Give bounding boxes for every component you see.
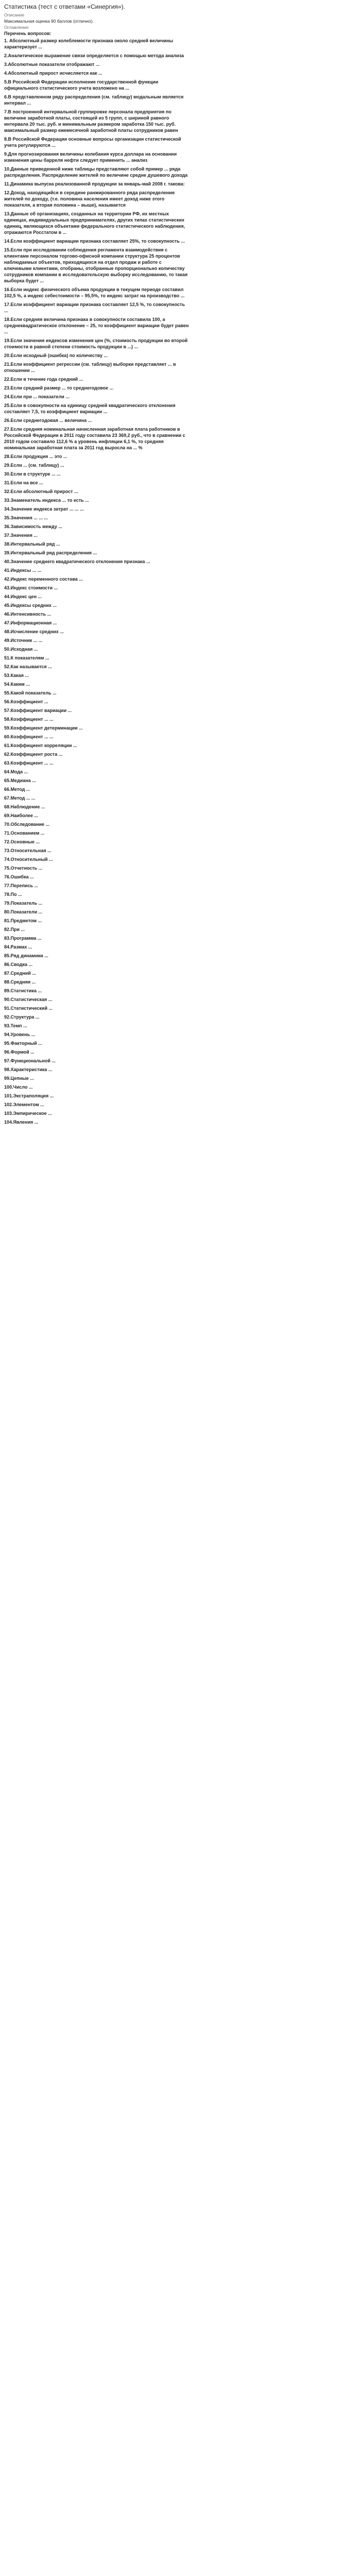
question-item: 24.Если при ... показатели ...: [4, 394, 70, 399]
question-item: 29.Если ... (см. таблицу) ...: [4, 463, 64, 468]
question-item: 67.Метод ... ...: [4, 795, 36, 801]
question-item: 64.Мода ...: [4, 769, 28, 774]
question-item: 103.Эмпирическое ...: [4, 1111, 52, 1116]
question-item: 33.Знаменатель индекса ... то есть ...: [4, 498, 89, 503]
question-item: 61.Коэффициент корреляции ...: [4, 743, 77, 748]
question-item: 12.Доход, находящийся в середине ранжированного ряда распределения жителей по доходу, (т.е. половина населения имеет доход ниже этого показателя, а вторая половина – выше), называется: [4, 190, 175, 208]
question-item: 38.Интервальный ряд ...: [4, 541, 60, 547]
question-item: 93.Темп ...: [4, 1023, 27, 1028]
question-item: 27.Если средняя номинальная начисленная заработная плата работников в Российской Федерации в 2011 году составила 23 369,2 руб., что в сравнении с 2010 годом составило 112,6 % а уровень инфляции 6,1 %, то средняя номинальная заработная плата за 2011 год выросла на ... %: [4, 427, 185, 450]
question-item: 94.Уровень ...: [4, 1032, 36, 1037]
question-item: 44.Индекс цен ...: [4, 594, 42, 599]
question-item: 11.Динамика выпуска реализованной продукции за январь-май 2008 г. такова:: [4, 181, 185, 187]
question-item: 21.Если коэффициент регрессии (см. таблицу) выборки представляет ... в отношении ...: [4, 362, 176, 373]
question-item: 41.Индексы ... ...: [4, 568, 42, 573]
question-item: 16.Если индекс физического объема продукции в текущем периоде составил 102,5 %, а индекс себестоимости – 95,5%, то индекс затрат на производство ...: [4, 287, 185, 298]
question-item: 4.Абсолютный прирост исчисляется как ...: [4, 71, 102, 76]
question-item: 60.Коэффициент ... ...: [4, 734, 54, 739]
question-item: 92.Структура ...: [4, 1014, 40, 1020]
question-item: 75.Отчетность ...: [4, 866, 43, 871]
question-item: 9.Для прогнозирования величины колебания курса доллара на основании изменения цены барреля нефти следует применить ... анализ: [4, 151, 177, 163]
question-item: 30.Если в структуре ... ...: [4, 471, 61, 477]
question-item: 26.Если среднегодовая ... величина ...: [4, 418, 92, 423]
question-item: 31.Если на все ...: [4, 480, 43, 485]
questions-list: [4, 37, 357, 1127]
question-item: 1. Абсолютный размер колеблемости признака около средней величины характеризует ...: [4, 38, 174, 49]
question-item: 43.Индекс стоимости ...: [4, 585, 58, 590]
question-item: 17.Если коэффициент вариации признака составляет 12,5 %, то совокупность ...: [4, 302, 185, 313]
question-item: 87.Средний ...: [4, 971, 36, 976]
question-item: 68.Наблюдение ...: [4, 804, 45, 809]
question-item: 13.Данные об организациях, созданных на территории РФ, их местных единицах, индивидуальных предпринимателях, других типах статистических единиц, являющихся объектами федерального статистического наблюдения, отражаются Росстатом в ...: [4, 211, 185, 235]
question-item: 19.Если значения индексов изменения цен (%, стоимость продукции во второй стоимости в равной степени стоимость продукции в ...) ...: [4, 338, 188, 349]
question-item: 97.Функциональной ...: [4, 1058, 56, 1063]
question-item: 5.В Российской Федерации исполнение государственной функции официального статистического учета возложено на ...: [4, 79, 159, 91]
question-item: 85.Ряд динамики ...: [4, 953, 48, 958]
question-item: 56.Коэффициент ...: [4, 699, 48, 704]
question-item: 51.К показателям ...: [4, 655, 49, 660]
question-item: 47.Информационная ...: [4, 620, 57, 625]
question-item: 91.Статистический ...: [4, 1006, 53, 1011]
question-item: 63.Коэффициент ... ...: [4, 760, 54, 766]
questions-header: Перечень вопросов:: [4, 31, 51, 36]
question-item: 55.Какой показатель ...: [4, 690, 57, 696]
question-item: 76.Ошибка ...: [4, 874, 34, 879]
question-item: 49.Источник ... ...: [4, 638, 43, 643]
question-item: 70.Обследование ...: [4, 822, 50, 827]
question-item: 58.Коэффициент ... ...: [4, 717, 54, 722]
question-item: 73.Относительная ...: [4, 848, 51, 853]
question-item: 6.В представленном ряду распределения (см. таблицу) модальным является интервал ...: [4, 94, 184, 106]
question-item: 74.Относительный ...: [4, 857, 53, 862]
question-item: 37.Значения ...: [4, 533, 38, 538]
question-item: 34.Значение индекса затрат ... ... ...: [4, 506, 84, 512]
question-item: 99.Цепные ...: [4, 1076, 34, 1081]
question-item: 46.Интенсивность ...: [4, 612, 51, 617]
toc-label: Оглавление: [4, 25, 29, 30]
question-item: 36.Зависимость между ...: [4, 524, 62, 529]
question-item: 89.Статистика ...: [4, 988, 42, 993]
question-item: 53.Какая ...: [4, 673, 29, 678]
question-item: 101.Экстраполяция ...: [4, 1093, 54, 1098]
question-item: 65.Медиана ...: [4, 778, 36, 783]
question-item: 59.Коэффициент детерминации ...: [4, 725, 83, 731]
max-score-note: Максимальная оценка 90 баллов (отлично).: [4, 19, 94, 24]
question-item: 80.Показатели ...: [4, 909, 43, 914]
question-item: 82.При ...: [4, 927, 25, 932]
question-item: 18.Если средняя величина признака в совокупности составила 100, а среднеквадратическое отклонение – 25, то коэффициент вариации будет равен ...: [4, 317, 189, 334]
question-item: 69.Наиболее ...: [4, 813, 38, 818]
question-item: 90.Статистическая ...: [4, 997, 53, 1002]
question-item: 35.Значения ... ... ...: [4, 515, 48, 520]
question-item: 78.По ...: [4, 892, 22, 897]
question-item: 104.Явления ...: [4, 1120, 39, 1125]
question-item: 54.Каким ...: [4, 682, 30, 687]
question-item: 8.В Российской Федерации основные вопросы организации статистической учета регулируются ...: [4, 137, 181, 148]
question-item: 57.Коэффициент вариации ...: [4, 708, 72, 713]
question-item: 45.Индексы средних ...: [4, 603, 57, 608]
question-item: 32.Если абсолютный прирост ...: [4, 489, 78, 494]
question-item: 14.Если коэффициент вариации признака составляет 25%, то совокупность ...: [4, 239, 185, 244]
question-item: 81.Предметом ...: [4, 918, 42, 923]
question-item: 20.Если исходный (ошибка) по количеству ...: [4, 353, 108, 358]
question-item: 96.Формой ...: [4, 1049, 35, 1055]
question-item: 42.Индекс переменного состава ...: [4, 577, 83, 582]
question-item: 28.Если продукция ... это ...: [4, 454, 67, 459]
question-item: 52.Как называется ...: [4, 664, 52, 669]
question-item: 39.Интервальный ряд распределения ...: [4, 550, 97, 555]
question-item: 3.Абсолютные показатели отображают ...: [4, 62, 100, 67]
question-item: 102.Элементом ...: [4, 1102, 44, 1107]
question-item: 10.Данные приведенной ниже таблицы представляют собой пример ... ряда распределения. Распределение жителей по величине средне душевого дохода: [4, 166, 188, 178]
question-item: 72.Основные ...: [4, 839, 40, 844]
question-item: 84.Размах ...: [4, 944, 32, 950]
question-item: 22.Если в течение года средний ...: [4, 377, 83, 382]
question-item: 86.Сводка ...: [4, 962, 33, 967]
question-item: 40.Значение среднего квадратического отклонения признака ...: [4, 559, 150, 564]
question-item: 98.Характеристика ...: [4, 1067, 53, 1072]
question-item: 62.Коэффициент роста ...: [4, 752, 63, 757]
question-item: 15.Если при исследовании соблюдения регламента взаимодействия с клиентами персоналом торгово-офисной компании структура 25 процентов наблюдаемых объектов, приходящихся на отдел продаж и работе с ключевыми клиентами, отобраны, отобранные пропорционально количеству сотрудников компании в исследовательскую выборку исследованию, то такая выборка будет ...: [4, 247, 188, 283]
question-item: 79.Показатель ...: [4, 901, 43, 906]
question-item: 77.Перепись ...: [4, 883, 38, 888]
question-item: 95.Факторный ...: [4, 1041, 42, 1046]
question-item: 100.Число ...: [4, 1084, 33, 1090]
question-item: 48.Исчисление средних ...: [4, 629, 64, 634]
document-title: Статистика (тест с ответами «Синергия»).: [4, 3, 125, 10]
question-item: 50.Исходная ...: [4, 647, 38, 652]
question-item: 71.Основанием ...: [4, 831, 45, 836]
question-item: 23.Если средний размер ... то среднегодовое ...: [4, 385, 114, 391]
question-item: 2.Аналитическое выражение связи определяется с помощью метода анализа: [4, 53, 184, 58]
question-item: 88.Средняя ...: [4, 979, 36, 985]
question-item: 25.Если в совокупности на единицу средней квадратического отклонения составляет 7,5, то коэффициент вариации ...: [4, 403, 176, 414]
question-item: 83.Программа ...: [4, 936, 42, 941]
question-item: 7.В построенной интервальной группировке персонала предприятия по величине заработной платы, состоящей из 5 групп, с шириной равного интервала 20 тыс. руб. и минимальным размером заработка 150 тыс. руб. максимальный размер ежемесячной заработной платы сотрудников равен: [4, 109, 178, 133]
description-label: Описание: [4, 12, 25, 18]
question-item: 66.Метод ...: [4, 787, 30, 792]
